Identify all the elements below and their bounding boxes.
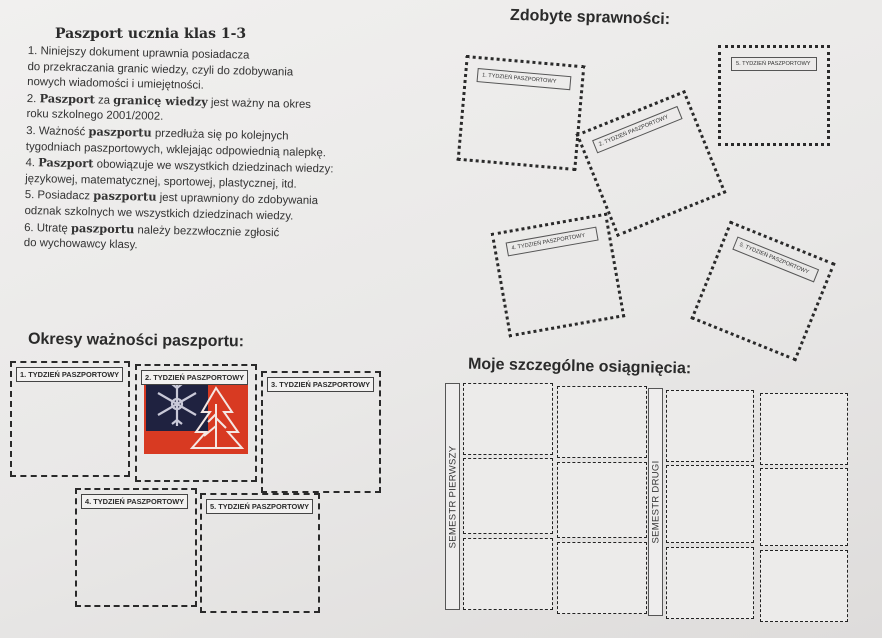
achievement-cell-11 (666, 547, 754, 619)
week-slot-label: 4. TYDZIEŃ PASZPORTOWY (81, 494, 188, 509)
achievement-cell-6 (557, 542, 647, 614)
achievements-title: Moje szczególne osiągnięcia: (467, 355, 692, 378)
achievement-cell-4 (557, 462, 647, 538)
rules-list (24, 44, 398, 259)
badges-title: Zdobyte sprawności: (509, 6, 671, 29)
achievement-cell-5 (463, 538, 553, 610)
rule-5-line-1: 5. Posiadacz paszportu jest uprawniony do zdobywania (24, 188, 319, 208)
week-slot-label: 5. TYDZIEŃ PASZPORTOWY (206, 499, 313, 514)
rule-3-line-1: 3. Ważność paszportu przedłuża się po kolejnych (26, 124, 289, 143)
rule-1-line-3: nowych wiadomości i umiejętności. (27, 76, 204, 92)
semester-1-text: SEMESTR PIERWSZY (447, 445, 458, 548)
week-slot-5 (200, 493, 320, 613)
semester-2-label (648, 388, 663, 616)
achievement-cell-7 (666, 390, 754, 462)
week-slot-1 (10, 361, 130, 477)
badge-slot-4 (491, 213, 626, 338)
achievement-cell-9 (666, 465, 754, 543)
week-slot-label: 2. TYDZIEŃ PASZPORTOWY (141, 370, 248, 385)
rule-1-line-2: do przekraczania granic wiedzy, czyli do zdobywania (27, 60, 294, 79)
achievement-cell-8 (760, 393, 848, 465)
rules-title: Paszport ucznia klas 1-3 (55, 26, 247, 42)
rule-1-line-1: 1. Niniejszy dokument uprawnia posiadacza (27, 44, 250, 62)
badge-slot-1 (457, 55, 586, 171)
rule-5-line-2: odznak szkolnych we wszystkich dziedzinach wiedzy. (24, 204, 294, 223)
week-slot-4 (75, 488, 197, 607)
week-slot-2 (135, 364, 257, 482)
badge-slot-label: 2. TYDZIEŃ PASZPORTOWY (592, 106, 683, 153)
semester-1-label (445, 383, 460, 610)
rule-4-line-1: 4. Paszport obowiązuje we wszystkich dziedzinach wiedzy: (25, 155, 334, 176)
achievement-cell-1 (463, 383, 553, 455)
christmas-sticker (144, 374, 248, 454)
rule-3-line-2: tygodniach paszportowych, wklejając odpowiednią nalepkę. (25, 140, 327, 159)
achievement-cell-2 (557, 386, 647, 458)
achievement-cell-3 (463, 458, 553, 534)
validity-title: Okresy ważności paszportu: (27, 330, 245, 351)
week-slot-label: 1. TYDZIEŃ PASZPORTOWY (16, 367, 123, 382)
badge-slot-label: 5. TYDZIEŃ PASZPORTOWY (731, 57, 817, 71)
semester-2-text: SEMESTR DRUGI (650, 460, 661, 544)
rule-6-line-1: 6. Utratę paszportu należy bezzwłocznie zgłosić (24, 220, 280, 239)
badge-slot-5 (690, 221, 835, 362)
badge-slot-label: 1. TYDZIEŃ PASZPORTOWY (477, 68, 572, 90)
rule-6-line-2: do wychowawcy klasy. (23, 237, 138, 252)
achievement-cell-12 (760, 550, 848, 622)
rule-4-line-2: językowej, matematycznej, sportowej, plastycznej, itd. (25, 172, 297, 191)
week-slot-label: 3. TYDZIEŃ PASZPORTOWY (267, 377, 374, 392)
badge-slot-label: 4. TYDZIEŃ PASZPORTOWY (506, 227, 599, 257)
week-slot-3 (261, 371, 381, 493)
rule-2-line-1: 2. Paszport za granicę wiedzy jest ważny na okres (26, 91, 312, 111)
snowflake-tree-icon (144, 374, 248, 454)
badge-slot-label: 5. TYDZIEŃ PASZPORTOWY (732, 237, 819, 283)
achievement-cell-10 (760, 468, 848, 546)
badge-slot-2 (718, 45, 830, 146)
rule-2-line-2: roku szkolnego 2001/2002. (26, 108, 164, 124)
